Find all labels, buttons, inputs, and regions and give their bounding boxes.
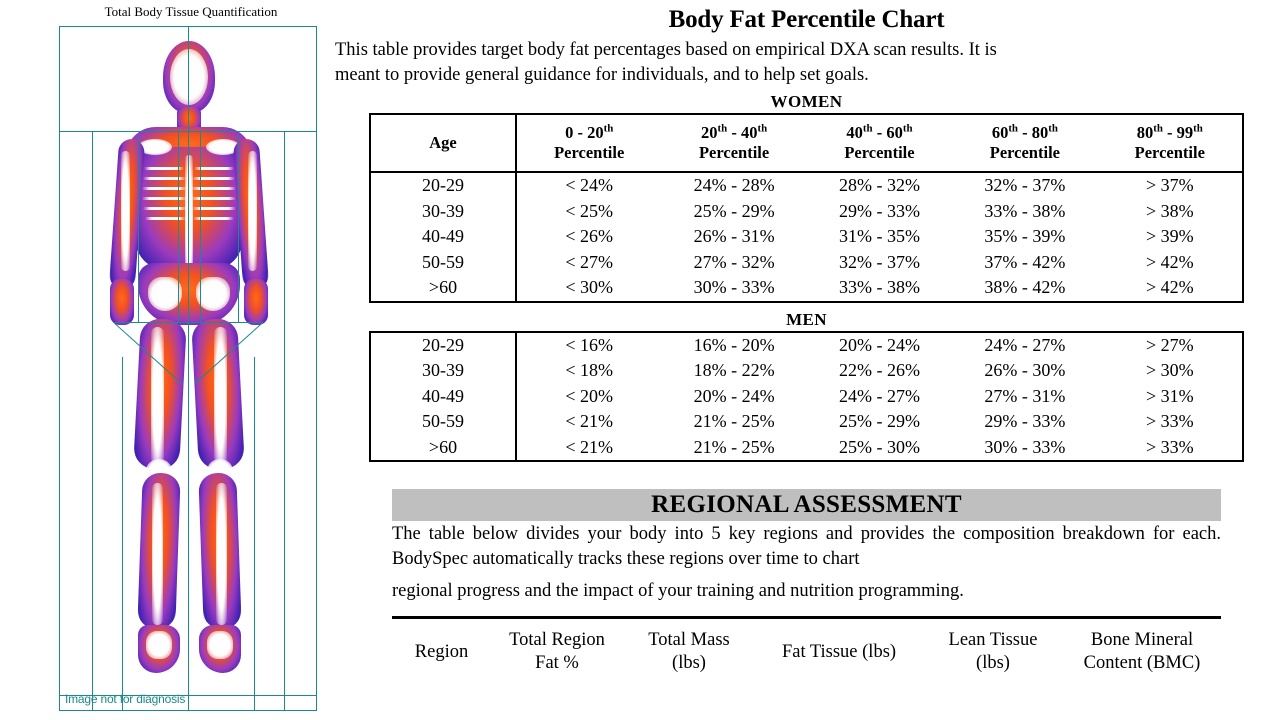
women-cell-p4: 37% - 42% <box>984 251 1066 272</box>
table-row <box>370 275 1243 302</box>
table-row <box>370 199 1243 225</box>
dxa-scan-panel <box>56 4 326 716</box>
table-row <box>370 409 1243 435</box>
women-cell-p2: 30% - 33% <box>693 277 775 297</box>
col-header-fat-tissue: Fat Tissue (lbs) <box>781 641 897 662</box>
regional-assessment-banner: REGIONAL ASSESSMENT <box>392 489 1221 521</box>
men-cell-p2: 18% - 22% <box>693 360 775 380</box>
table-row <box>370 250 1243 276</box>
sup-th-3b: th <box>902 122 913 135</box>
men-cell-p2: 16% - 20% <box>693 334 775 355</box>
roi-trunk-left-line <box>138 135 139 323</box>
col-header-lean-tissue: Lean Tissue (lbs) <box>948 630 1038 674</box>
women-cell-p3: 29% - 33% <box>838 200 920 221</box>
regional-table-divider <box>392 616 1221 619</box>
men-cell-age: >60 <box>370 435 516 462</box>
scan-image-frame[interactable] <box>59 26 317 711</box>
women-cell-age: 30-39 <box>370 199 516 225</box>
roi-head-line <box>60 131 316 132</box>
women-table-body <box>370 172 1243 302</box>
women-cell-p4: 32% - 37% <box>984 175 1066 195</box>
men-cell-p4: 30% - 33% <box>984 436 1066 457</box>
table-row <box>370 358 1243 384</box>
women-cell-p5: > 38% <box>1145 200 1194 221</box>
regional-table-head <box>392 629 1221 675</box>
sup-th-2a: th <box>717 122 728 135</box>
col-header-p2: 20th - 40th Percentile <box>698 122 770 162</box>
roi-spine-right-line <box>200 131 201 323</box>
women-cell-age: 20-29 <box>370 172 516 199</box>
col-header-p4: 60th - 80th Percentile <box>989 122 1060 162</box>
men-cell-p3: 22% - 26% <box>838 360 920 380</box>
roi-left-arm-line <box>92 131 93 711</box>
men-cell-p3: 25% - 29% <box>838 411 920 431</box>
women-cell-p3: 31% - 35% <box>838 226 920 246</box>
scan-caption: Image not for diagnosis <box>65 692 186 706</box>
sup-th-1: th <box>603 122 614 135</box>
men-cell-p4: 26% - 30% <box>984 360 1066 380</box>
women-cell-p2: 27% - 32% <box>693 251 775 272</box>
table-row <box>370 435 1243 462</box>
roi-right-arm-line <box>284 131 285 711</box>
men-cell-age: 40-49 <box>370 384 516 410</box>
women-cell-p5: > 42% <box>1145 277 1194 297</box>
ra-line-3: regional progress and the impact of your training and nutrition programming. <box>392 581 964 601</box>
regional-assessment-paragraph <box>392 522 1221 604</box>
col-header-age: Age <box>370 114 516 172</box>
intro-paragraph <box>335 38 1278 88</box>
men-percentile-table <box>369 331 1244 463</box>
roi-midline <box>188 27 189 710</box>
sup-th-5a: th <box>1153 122 1163 135</box>
women-cell-p3: 33% - 38% <box>838 277 920 297</box>
roi-left-leg-line <box>122 357 123 711</box>
men-table-wrapper <box>333 331 1280 463</box>
intro-line-2: meant to provide general guidance for individuals, and to help set goals. <box>335 65 869 85</box>
men-cell-p3: 25% - 30% <box>838 436 920 457</box>
women-cell-p5: > 42% <box>1145 251 1194 272</box>
women-cell-p4: 38% - 42% <box>984 277 1066 297</box>
women-cell-age: 50-59 <box>370 250 516 276</box>
roi-spine-left-line <box>178 131 179 323</box>
women-cell-p2: 25% - 29% <box>693 200 775 221</box>
sup-th-4b: th <box>1048 122 1058 135</box>
men-cell-p1: < 16% <box>565 334 614 355</box>
men-cell-p4: 27% - 31% <box>984 385 1066 406</box>
women-cell-p2: 26% - 31% <box>693 226 775 246</box>
table-row <box>370 384 1243 410</box>
men-cell-age: 30-39 <box>370 358 516 384</box>
col-header-p5: 80th - 99th Percentile <box>1134 122 1205 162</box>
women-table-head <box>370 114 1243 172</box>
women-cell-p1: < 30% <box>565 277 614 297</box>
men-cell-p3: 20% - 24% <box>838 334 920 355</box>
ra-line-2: breakdown for each. BodySpec automatically tracks these regions over time to chart <box>392 524 1221 569</box>
col-header-total-region-fat: Total Region Fat % <box>509 630 605 674</box>
women-percentile-table <box>369 113 1244 303</box>
women-cell-p4: 33% - 38% <box>984 200 1066 221</box>
men-table-body <box>370 332 1243 462</box>
roi-trunk-right-line <box>238 135 239 323</box>
women-cell-p3: 28% - 32% <box>838 175 920 195</box>
women-table-wrapper <box>333 113 1280 303</box>
men-cell-p1: < 20% <box>565 385 614 406</box>
men-section-heading: MEN <box>786 309 827 329</box>
women-cell-p2: 24% - 28% <box>693 175 775 195</box>
col-header-bmc: Bone Mineral Content (BMC) <box>1083 630 1201 674</box>
document-body <box>333 0 1280 720</box>
men-cell-p2: 21% - 25% <box>693 436 775 457</box>
roi-right-leg-line <box>254 357 255 711</box>
table-row <box>370 172 1243 199</box>
men-cell-p5: > 27% <box>1145 334 1194 355</box>
page-title: Body Fat Percentile Chart <box>668 6 945 33</box>
women-cell-p5: > 37% <box>1145 175 1194 195</box>
women-cell-p1: < 25% <box>565 200 614 221</box>
men-cell-p1: < 21% <box>565 411 614 431</box>
women-cell-p1: < 24% <box>565 175 614 195</box>
men-cell-p2: 21% - 25% <box>693 411 775 431</box>
men-cell-p5: > 33% <box>1145 436 1194 457</box>
table-row <box>370 224 1243 250</box>
regional-header-row <box>392 629 1221 675</box>
men-cell-p2: 20% - 24% <box>693 385 775 406</box>
col-header-p1: 0 - 20th Percentile <box>554 122 625 162</box>
men-cell-p1: < 21% <box>565 436 614 457</box>
women-cell-p1: < 26% <box>565 226 614 246</box>
sup-th-2b: th <box>757 122 768 135</box>
sup-th-5b: th <box>1193 122 1203 135</box>
men-cell-p5: > 33% <box>1145 411 1194 431</box>
col-header-p3: 40th - 60th Percentile <box>844 122 915 162</box>
men-cell-p5: > 30% <box>1145 360 1194 380</box>
scan-title: Total Body Tissue Quantification <box>104 4 278 19</box>
men-cell-p5: > 31% <box>1145 385 1194 406</box>
regional-composition-table <box>392 629 1221 675</box>
col-header-region: Region <box>414 641 469 662</box>
men-cell-age: 50-59 <box>370 409 516 435</box>
men-cell-p3: 24% - 27% <box>838 385 920 406</box>
women-cell-p3: 32% - 37% <box>838 251 920 272</box>
col-header-total-mass: Total Mass (lbs) <box>648 630 730 674</box>
men-cell-p4: 24% - 27% <box>984 334 1066 355</box>
sup-th-3a: th <box>862 122 873 135</box>
women-section-heading: WOMEN <box>770 92 843 111</box>
sup-th-4a: th <box>1008 122 1018 135</box>
men-cell-age: 20-29 <box>370 332 516 359</box>
men-cell-p1: < 18% <box>565 360 614 380</box>
men-cell-p4: 29% - 33% <box>984 411 1066 431</box>
women-cell-age: >60 <box>370 275 516 302</box>
women-header-row <box>370 114 1243 172</box>
ra-line-1: The table below divides your body into 5 key regions and provides the composition <box>392 524 1055 544</box>
women-cell-p1: < 27% <box>565 251 614 272</box>
women-cell-p5: > 39% <box>1145 226 1194 246</box>
women-cell-age: 40-49 <box>370 224 516 250</box>
intro-line-1: This table provides target body fat percentages based on empirical DXA scan results. It is <box>335 40 997 60</box>
women-cell-p4: 35% - 39% <box>984 226 1066 246</box>
table-row <box>370 332 1243 359</box>
